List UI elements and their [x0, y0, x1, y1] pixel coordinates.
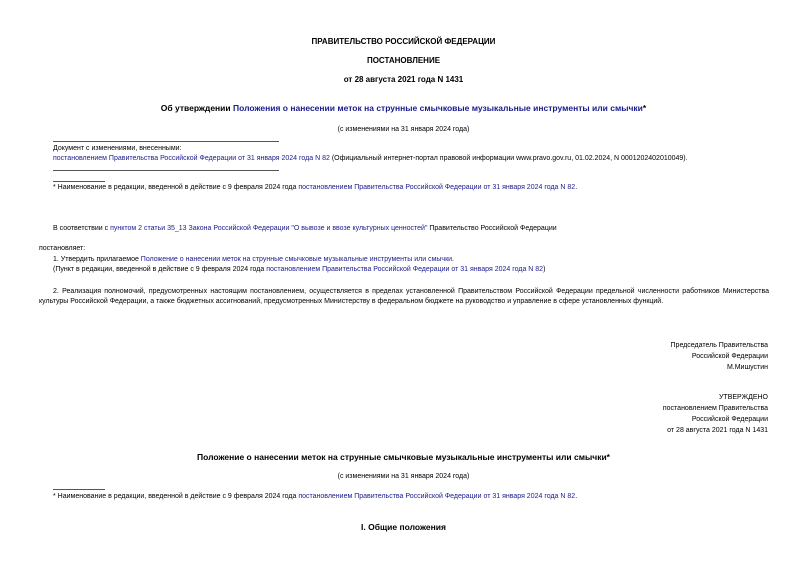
item-1-note	[53, 266, 545, 273]
item-1-prefix: 1. Утвердить прилагаемое	[53, 256, 141, 263]
preamble	[53, 225, 557, 232]
preamble-start: В соответствии с	[53, 225, 111, 232]
title-suffix: *	[642, 103, 647, 113]
decree-date-number: от 28 августа 2021 года N 1431	[343, 75, 464, 84]
signature-block	[671, 340, 768, 373]
approved-by: постановлением Правительства	[662, 405, 768, 412]
section-heading: I. Общие положения	[361, 522, 446, 532]
regulation-title: Положение о нанесении меток на струнные смычковые музыкальные инструменты или смычки*	[197, 452, 610, 462]
approved-label: УТВЕРЖДЕНО	[718, 394, 768, 401]
signature-name: М.Мишустин	[726, 364, 768, 371]
approved-date: от 28 августа 2021 года N 1431	[667, 427, 768, 434]
footnote-rule-2	[53, 489, 105, 490]
preamble-link[interactable]: пунктом 2 статьи 35_13 Закона Российской Федерации "О вывозе и ввозе культурных ценностей"	[110, 225, 428, 232]
item-1	[53, 256, 454, 263]
title-link[interactable]: Положения о нанесении меток на струнные смычковые музыкальные инструменты или смычки	[233, 103, 643, 113]
changes-rest: (Официальный интернет-портал правовой информации www.pravo.gov.ru, 01.02.2024, N 0001202402010049).	[329, 155, 688, 162]
decree-type: ПОСТАНОВЛЕНИЕ	[366, 56, 441, 65]
item-1-note-prefix: (Пункт в редакции, введенной в действие с 9 февраля 2024 года	[53, 266, 267, 273]
regulation-edition-note: (с изменениями на 31 января 2024 года)	[337, 473, 470, 480]
title-prefix: Об утверждении	[160, 103, 233, 113]
item-1-note-link[interactable]: постановлением Правительства Российской Федерации от 31 января 2024 года N 82	[266, 266, 544, 273]
footnote-1-link[interactable]: постановлением Правительства Российской Федерации от 31 января 2024 года N 82	[298, 184, 576, 191]
item-1-suffix: .	[452, 256, 454, 263]
preamble-end: Правительство Российской Федерации	[427, 225, 557, 232]
signature-title: Председатель Правительства	[670, 342, 768, 349]
footnote-2-prefix: * Наименование в редакции, введенной в действие с 9 февраля 2024 года	[53, 493, 299, 500]
decree-title	[0, 103, 807, 113]
edition-note: (с изменениями на 31 января 2024 года)	[337, 126, 470, 133]
government-heading: ПРАВИТЕЛЬСТВО РОССИЙСКОЙ ФЕДЕРАЦИИ	[311, 37, 496, 46]
signature-org: Российской Федерации	[691, 353, 768, 360]
footnote-1	[53, 184, 577, 191]
footnote-2-suffix: .	[575, 493, 578, 500]
footnote-2	[53, 493, 577, 500]
item-1-link[interactable]: Положение о нанесении меток на струнные смычковые музыкальные инструменты или смычки	[140, 256, 453, 263]
changes-line	[53, 155, 688, 162]
divider-top	[53, 141, 279, 142]
footnote-1-prefix: * Наименование в редакции, введенной в действие с 9 февраля 2024 года	[53, 184, 299, 191]
approved-block	[663, 392, 768, 436]
item-1-note-suffix: )	[543, 266, 546, 273]
footnote-1-suffix: .	[575, 184, 578, 191]
changes-link[interactable]: постановлением Правительства Российской Федерации от 31 января 2024 года N 82	[53, 155, 330, 162]
decides-text: постановляет:	[39, 245, 86, 252]
approved-org: Российской Федерации	[691, 416, 768, 423]
changes-intro: Документ с изменениями, внесенными:	[53, 145, 182, 152]
footnote-2-link[interactable]: постановлением Правительства Российской Федерации от 31 января 2024 года N 82	[298, 493, 576, 500]
footnote-rule-1	[53, 181, 105, 182]
item-2: 2. Реализация полномочий, предусмотренных настоящим постановлением, осуществляется в пределах установленной Правительством Российской Федерации предельной численности работников Министерства культуры Российской Федерации, а также бюджетных ассигнований, предусмотренных Министерству в федеральном бюджете на руководство и управление в сфере установленных функций.	[39, 288, 769, 305]
divider-bottom	[53, 170, 279, 171]
